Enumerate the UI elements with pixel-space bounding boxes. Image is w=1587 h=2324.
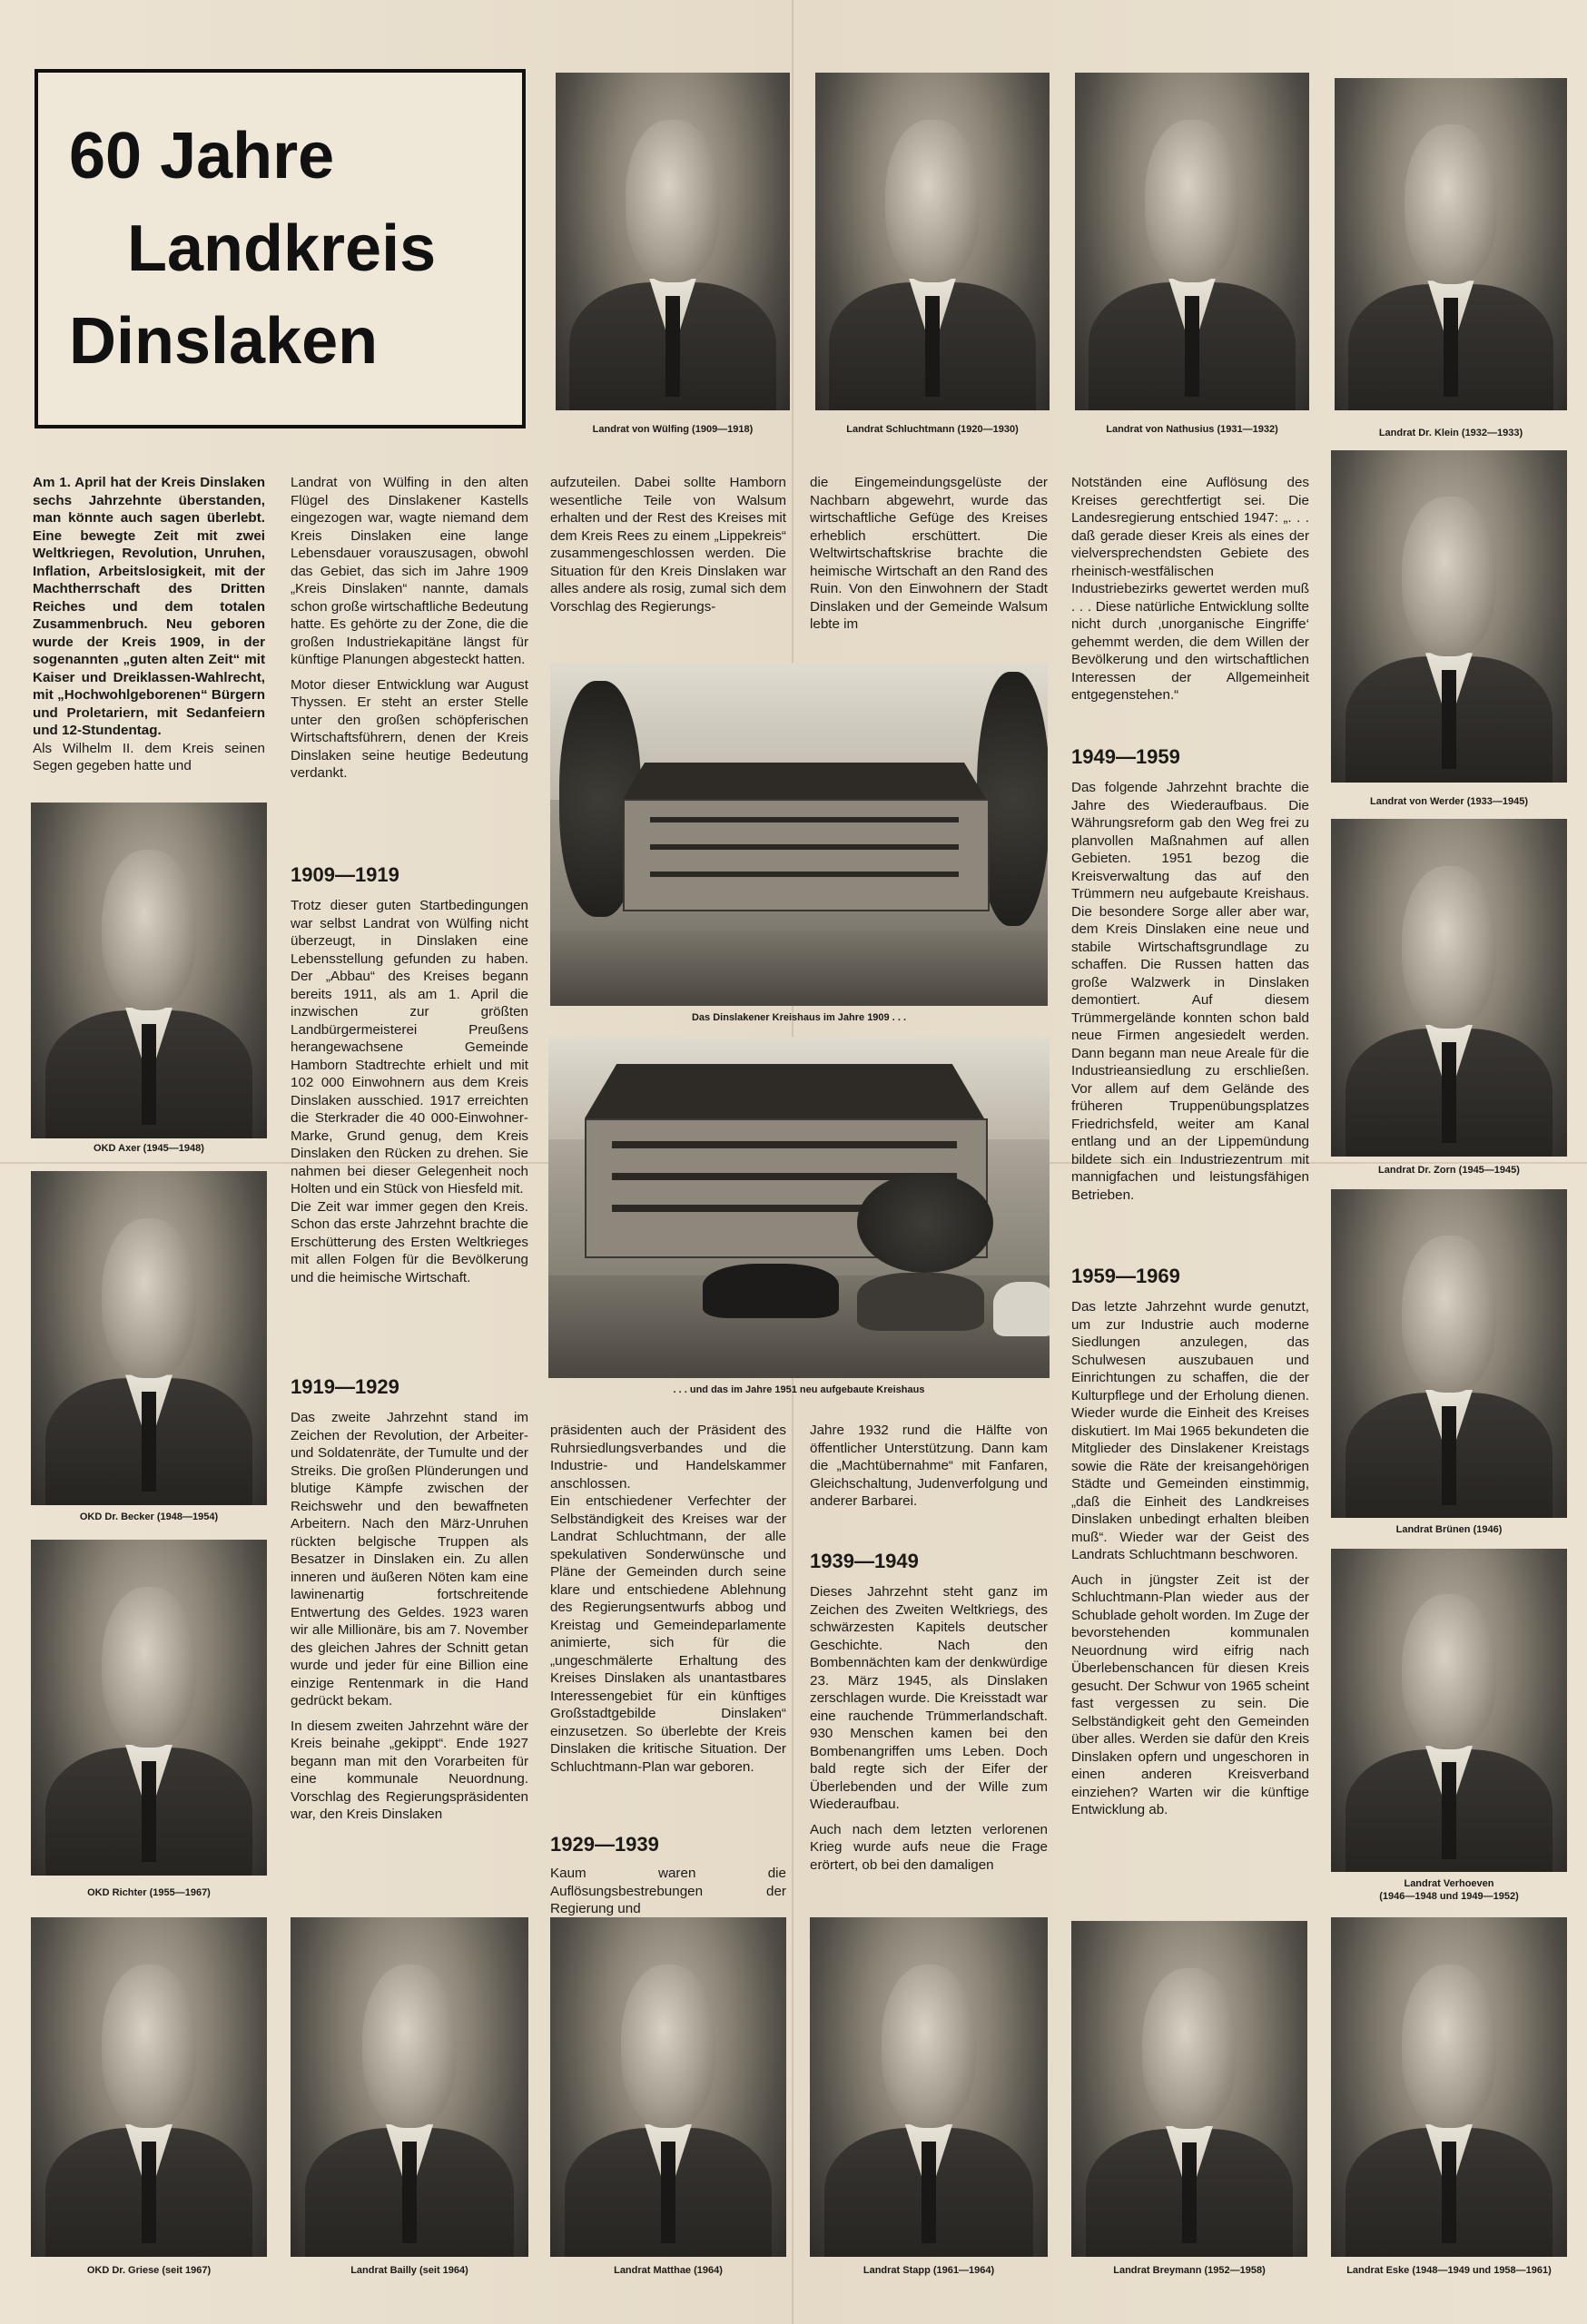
article-column-3-end — [550, 1865, 786, 1918]
portrait-eske — [1331, 1917, 1567, 2257]
paragraph: aufzuteilen. Dabei sollte Hamborn wesentliche Teile von Walsum erhalten und der Rest des Kreises mit dem Kreis Rees zu einem „Lippekreis“ zusammengeschlossen werden. Die Situation für den Kreis Dinslaken war alles andere als rosig, zumal sich dem Vorschlag des Regierungs- — [550, 475, 786, 615]
article-column-1 — [33, 474, 265, 775]
portrait-becker — [31, 1171, 267, 1505]
article-column-2a — [291, 474, 528, 783]
portrait-verhoeven — [1331, 1549, 1567, 1872]
paragraph: Kaum waren die Auflösungsbestrebungen der Regierung und — [550, 1866, 786, 1916]
caption-kreishaus-1951: . . . und das im Jahre 1951 neu aufgebaute Kreishaus — [673, 1384, 925, 1395]
article-column-4-bottom — [810, 1422, 1048, 1511]
paragraph: Das folgende Jahrzehnt brachte die Jahre des Wiederaufbaus. Die Währungsreform gab den Weg frei zu planvollen Maßnahmen auf allen Gebieten. 1951 bezog die Kreisverwaltung das auf den Trümmern neu aufgebaute Kreishaus. Die besondere Sorge aller aber war, dem Kreis Dinslaken eine neue und stabile Wirtschaftsgrundlage zu schaffen. Die Russen hatten das große Walzwerk in Dinslaken demontiert. Auf diesem Trümmergelände konnten schon bald neue Firmen angesiedelt werden. Dann begann man neue Areale für die Industrieansiedlung zu erschließen. Vor allem auf dem Gelände des früheren Truppenübungsplatzes Friedrichsfeld, weiter am Kanal entlang und an der Lippemündung bildete sich ein Industriezentrum mit mannigfachen und leistungsfähigen Betrieben. — [1071, 780, 1309, 1203]
paragraph: Das letzte Jahrzehnt wurde genutzt, um zur Industrie auch moderne Siedlungen anzulegen, das Schulwesen auszubauen und Einrichtungen zu schaffen, die der Kulturpflege und der Erholung dienen. Wieder wurde die Einheit des Kreises diskutiert. Im Mai 1965 bekundeten die Mitglieder des Dinslakener Kreistags sowie die Räte der kreisangehörigen Städte und Gemeinden einstimmig, „daß die Einheit des Landkreises Dinslaken unbedingt erhalten bleiben muß“. Wieder war der Geist des Landrats Schluchtmann beschworen. — [1071, 1299, 1309, 1562]
photo-kreishaus-1909 — [550, 663, 1048, 1006]
paragraph: Landrat von Wülfing in den alten Flügel des Dinslakener Kastells eingezogen war, wagte niemand dem Kreis Dinslaken eine lange Lebensdauer vorauszusagen, obwohl das Gebiet, das sich im Jahre 1909 „Kreis Dinslaken“ nannte, damals schon große wirtschaftliche Bedeutung hatte. Es gehörte zu der Zone, die die großen Industriekapitäne längst für künftige Planungen abgesteckt hatten. — [291, 475, 528, 667]
section-heading-1939: 1939—1949 — [810, 1550, 919, 1572]
photo-kreishaus-1951 — [548, 1037, 1050, 1378]
section-heading-1909: 1909—1919 — [291, 863, 399, 886]
portrait-bruenen — [1331, 1189, 1567, 1518]
lead-paragraph: Am 1. April hat der Kreis Dinslaken sechs Jahrzehnte überstanden, man könnte auch sagen überlebt. Eine bewegte Zeit mit zwei Weltkriegen, Revolution, Unruhen, Inflation, Arbeitslosigkeit, mit der Machtherrschaft des Dritten Reiches und dem totalen Zusammenbruch. Neu geboren wurde der Kreis 1909, in der sogenannten „guten alten Zeit“ mit Kaiser und Dreiklassen-Wahlrecht, mit „Hochwohlgeborenen“ Bürgern und Proletariern, mit Sedanfeiern und 12-Stundentag. — [33, 475, 265, 738]
paragraph: die Eingemeindungsgelüste der Nachbarn abgewehrt, wurde das wirtschaftliche Gefüge des Kreises erheblich erschüttert. Die Weltwirtschaftskrise brachte die heimische Wirtschaft an den Rand des Ruin. Von den Einwohnern der Stadt Dinslaken und der Gemeinde Walsum lebte im — [810, 475, 1048, 632]
article-column-3-top — [550, 474, 786, 615]
paragraph: Das zweite Jahrzehnt stand im Zeichen der Revolution, der Arbeiter- und Soldatenräte, der Tumulte und der Streiks. Die großen Plünderungen und blutige Kämpfe zwischen der Reichswehr und den bewaffneten Arbeitern. Nach den März-Unruhen rückten belgische Truppen als Besatzer in Dinslaken ein. Zu allen inneren und äußeren Nöten kam eine lawinenartig fortschreitende Entwertung des Geldes. 1923 waren wir alle Millionäre, bis am 7. November des gleichen Jahres der Schnitt getan wurde und jeder für eine Billion eine einzige Rentenmark in die Hand gedrückt bekam. — [291, 1410, 528, 1709]
caption-griese: OKD Dr. Griese (seit 1967) — [86, 2265, 212, 2276]
title-line-3: Dinslaken — [69, 305, 379, 378]
caption-nathusius: Landrat von Nathusius (1931—1932) — [1106, 424, 1278, 435]
title-line-1: 60 Jahre — [69, 120, 335, 192]
portrait-stapp — [810, 1917, 1048, 2257]
section-heading-1959: 1959—1969 — [1071, 1265, 1180, 1287]
portrait-axer — [31, 803, 267, 1138]
portrait-matthae — [550, 1917, 786, 2257]
portrait-wuelfing — [556, 73, 790, 410]
caption-verhoeven-years: (1946—1948 und 1949—1952) — [1379, 1891, 1519, 1902]
paragraph: Als Wilhelm II. dem Kreis seinen Segen gegeben hatte und — [33, 740, 265, 773]
caption-breymann: Landrat Breymann (1952—1958) — [1113, 2265, 1266, 2276]
caption-verhoeven: Landrat Verhoeven — [1404, 1878, 1494, 1889]
caption-werder: Landrat von Werder (1933—1945) — [1369, 796, 1529, 807]
paragraph: Jahre 1932 rund die Hälfte von öffentlicher Unterstützung. Dann kam die „Machtübernahme“ mit Fanfaren, Gleichschaltung, Judenverfolgung und anderer Barbarei. — [810, 1423, 1048, 1509]
caption-matthae: Landrat Matthae (1964) — [614, 2265, 723, 2276]
paragraph: Notständen eine Auflösung des Kreises gerechtfertigt sei. Die Landesregierung entschied 1947: „. . . daß gerade dieser Kreis als eines der vielversprechendsten Gebiete des rheinisch-westfälischen Industriebezirks gewertet werden muß . . . Diese natürliche Entwicklung sollte nicht durch ‚unorganische Eingriffe‘ gehemmt werden, die dem Willen der Bevölkerung und den wirtschaftlichen Interessen der Allgemeinheit entgegenstehen.“ — [1071, 475, 1309, 703]
paragraph: Auch nach dem letzten verlorenen Krieg wurde aufs neue die Frage erörtert, ob bei den damaligen — [810, 1821, 1048, 1873]
paragraph: In diesem zweiten Jahrzehnt wäre der Kreis beinahe „gekippt“. Ende 1927 begann man mit den Vorarbeiten für eine kommunale Neuordnung. Vorschlag des Regierungspräsidenten war, den Kreis Dinslaken — [291, 1718, 528, 1822]
portrait-griese — [31, 1917, 267, 2257]
paragraph: Ein entschiedener Verfechter der Selbständigkeit des Kreises war der Landrat Schluchtmann, der alle spekulativen Sonderwünsche und Pläne der Gemeinden durch seine klare und entschiedene Ablehnung des Regierungsentwurfs abbog und Kreistag und Gemeindeparlamente animierte, sich für die „ungeschmälerte Erhaltung des Kreises Dinslaken als unantastbares Interessengebiet für ein künftiges Großstadtgebilde Dinslaken“ einzusetzen. So überlebte der Kreis Dinslaken die kritische Situation. Der Schluchtmann-Plan war geboren. — [550, 1493, 786, 1775]
portrait-nathusius — [1075, 73, 1309, 410]
caption-zorn: Landrat Dr. Zorn (1945—1945) — [1378, 1165, 1520, 1176]
caption-eske: Landrat Eske (1948—1949 und 1958—1961) — [1346, 2265, 1552, 2276]
portrait-breymann — [1071, 1921, 1307, 2257]
caption-becker: OKD Dr. Becker (1948—1954) — [79, 1512, 219, 1522]
article-column-5c — [1071, 1298, 1309, 1819]
caption-klein: Landrat Dr. Klein (1932—1933) — [1378, 428, 1523, 438]
portrait-schluchtmann — [815, 73, 1050, 410]
section-heading-1949: 1949—1959 — [1071, 745, 1180, 768]
paragraph: Motor dieser Entwicklung war August Thyssen. Er steht an erster Stelle unter den großen schöpferischen Wirtschaftsführern, denen der Kreis Dinslaken seine heutige Bedeutung verdankt. — [291, 676, 528, 781]
portrait-werder — [1331, 450, 1567, 783]
paragraph: Trotz dieser guten Startbedingungen war selbst Landrat von Wülfing nicht überzeugt, in Dinslaken eine Lebensstellung gefunden zu haben. Der „Abbau“ des Kreises begann bereits 1911, als am 1. April die inzwischen zur größten Landbürgermeisterei Preußens herangewachsene Gemeinde Hamborn Stadtrechte erhielt und mit 102 000 Einwohnern aus dem Kreis Dinslaken ausschied. 1917 erreichten die Sterkrader die 40 000-Einwohner-Marke, Grund genug, dem Kreis Dinslaken den Rücken zu drehen. Sie nahmen bei dieser Gelegenheit noch Holten und ein Stück von Hiesfeld mit. — [291, 898, 528, 1196]
portrait-richter — [31, 1540, 267, 1876]
article-column-2b — [291, 897, 528, 1286]
paragraph: präsidenten auch der Präsident des Ruhrsiedlungsverbandes und die Industrie- und Handelskammer anschlossen. — [550, 1423, 786, 1492]
portrait-bailly — [291, 1917, 528, 2257]
caption-stapp: Landrat Stapp (1961—1964) — [862, 2265, 995, 2276]
article-column-2c — [291, 1409, 528, 1824]
paragraph: Dieses Jahrzehnt steht ganz im Zeichen des Zweiten Weltkriegs, des schwärzesten Kapitels deutscher Geschichte. Nach den Bombennächten kam der denkwürdige 23. März 1945, als Dinslaken zerschlagen wurde. Die Kreisstadt war eine rauchende Trümmerlandschaft. 930 Menschen kamen bei den Bombenangriffen ums Leben. Doch bald regte sich der Eifer der Überlebenden und der Wille zum Wiederaufbau. — [810, 1584, 1048, 1812]
article-column-4-end — [810, 1583, 1048, 1874]
caption-bailly: Landrat Bailly (seit 1964) — [350, 2265, 468, 2276]
article-column-3-bottom — [550, 1422, 786, 1776]
paragraph: Auch in jüngster Zeit ist der Schluchtmann-Plan wieder aus der Schublade geholt worden. Im Zuge der bevorstehenden kommunalen Neuordnung wird eifrig nach Überlebenschancen für diesen Kreis gesucht. Der Schwur von 1965 scheint fast vergessen zu sein. Die Selbständigkeit geht den Gemeinden über alles. Werden sie dafür den Kreis Dinslaken opfern und ungeschoren in einen anderen Kreisverband einziehen? Warten wir die künftige Entwicklung ab. — [1071, 1571, 1309, 1817]
article-column-5b — [1071, 779, 1309, 1204]
caption-axer: OKD Axer (1945—1948) — [94, 1143, 204, 1154]
caption-wuelfing: Landrat von Wülfing (1909—1918) — [592, 424, 754, 435]
title-box — [34, 69, 526, 428]
paragraph: Die Zeit war immer gegen den Kreis. Schon das erste Jahrzehnt brachte die Erschütterung des Ersten Weltkrieges mit allen Folgen für die Bevölkerung und die heimische Wirtschaft. — [291, 1198, 528, 1285]
article-column-5a — [1071, 474, 1309, 704]
portrait-klein — [1335, 78, 1567, 410]
section-heading-1919: 1919—1929 — [291, 1375, 399, 1398]
caption-schluchtmann: Landrat Schluchtmann (1920—1930) — [846, 424, 1019, 435]
title-line-2: Landkreis — [127, 212, 437, 285]
caption-kreishaus-1909: Das Dinslakener Kreishaus im Jahre 1909 . . . — [691, 1012, 906, 1023]
section-heading-1929: 1929—1939 — [550, 1833, 659, 1856]
caption-richter: OKD Richter (1955—1967) — [87, 1887, 211, 1898]
caption-bruenen: Landrat Brünen (1946) — [1395, 1524, 1503, 1535]
article-column-4-top — [810, 474, 1048, 634]
portrait-zorn — [1331, 819, 1567, 1157]
